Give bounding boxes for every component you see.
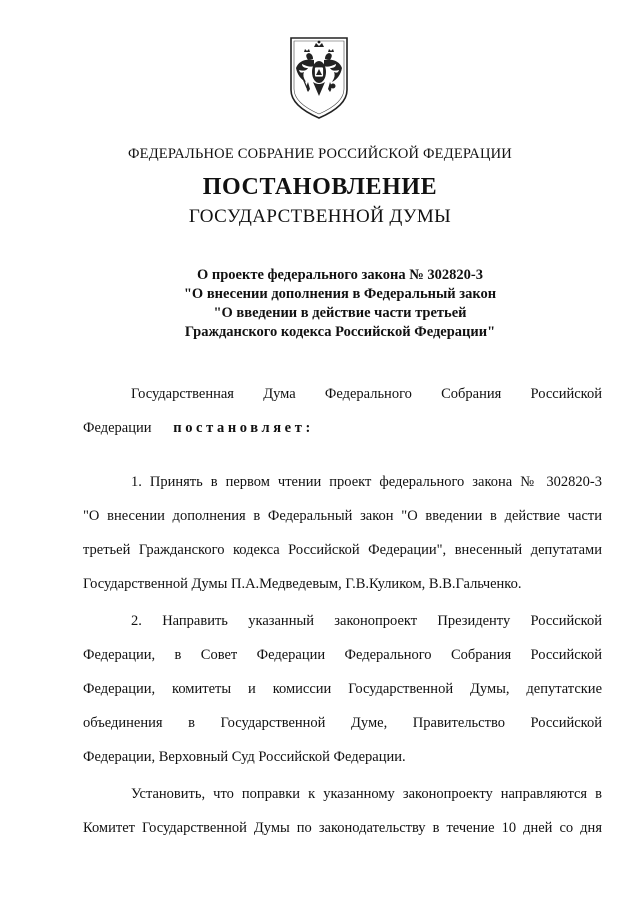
paragraph-2-line: Федерации, комитеты и комиссии Государственной Думы, депутатские: [83, 681, 602, 697]
coat-of-arms-icon: [286, 32, 352, 124]
preamble-subject: Федерации: [83, 420, 152, 436]
title-line: "О введении в действие части третьей: [213, 305, 467, 321]
paragraph-1-line: "О внесении дополнения в Федеральный закон "О введении в действие части: [83, 508, 602, 524]
document-body: [83, 377, 602, 845]
paragraph-1-line: Государственной Думы П.А.Медведевым, Г.В.Куликом, В.В.Гальченко.: [83, 576, 522, 592]
paragraph-2-line: объединения в Государственной Думе, Правительство Российской: [83, 715, 602, 731]
organization-name: ФЕДЕРАЛЬНОЕ СОБРАНИЕ РОССИЙСКОЙ ФЕДЕРАЦИИ: [128, 146, 512, 162]
preamble-line: [83, 411, 602, 445]
document-title: [140, 266, 540, 342]
paragraph-3-line: Комитет Государственной Думы по законодательству в течение 10 дней со дня: [83, 820, 602, 836]
document-type: ПОСТАНОВЛЕНИЕ: [202, 174, 438, 200]
paragraph-2-line: Федерации, в Совет Федерации Федерального Собрания Российской: [83, 647, 602, 663]
preamble-verb: постановляет:: [173, 420, 314, 436]
paragraph-1-line: третьей Гражданского кодекса Российской Федерации", внесенный депутатами: [83, 542, 602, 558]
paragraph-3-line: Установить, что поправки к указанному законопроекту направляются в: [131, 786, 602, 802]
document-issuer: ГОСУДАРСТВЕННОЙ ДУМЫ: [188, 206, 452, 227]
preamble-line: Государственная Дума Федерального Собрания Российской: [131, 386, 602, 402]
paragraph-2-line: Федерации, Верховный Суд Российской Федерации.: [83, 749, 406, 765]
title-line: Гражданского кодекса Российской Федерации": [184, 324, 496, 340]
paragraph-2-line: 2. Направить указанный законопроект Президенту Российской: [131, 613, 602, 629]
paragraph-1-line: 1. Принять в первом чтении проект федерального закона № 302820-3: [131, 474, 602, 490]
title-line: О проекте федерального закона № 302820-3: [196, 267, 484, 283]
title-line: "О внесении дополнения в Федеральный закон: [183, 286, 497, 302]
